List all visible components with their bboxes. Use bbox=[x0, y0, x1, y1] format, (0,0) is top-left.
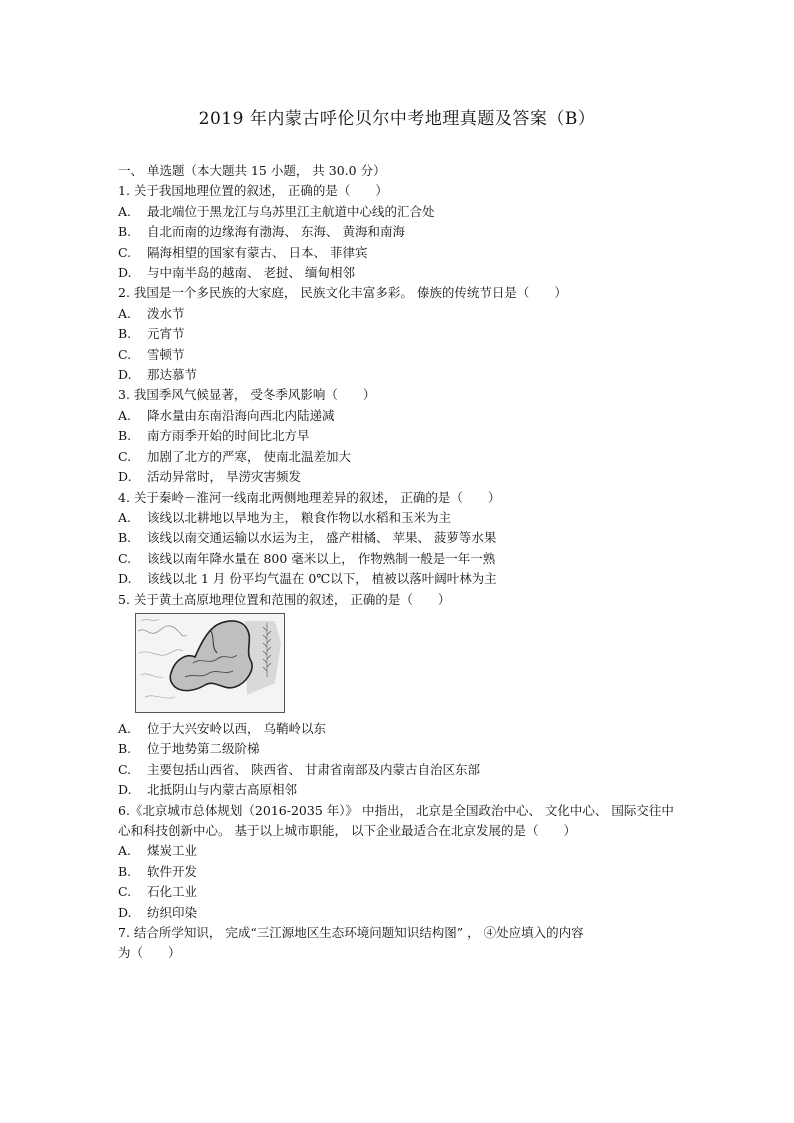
question-4-option-a: A. 该线以北耕地以旱地为主， 粮食作物以水稻和玉米为主 bbox=[118, 509, 451, 525]
question-4-option-c: C. 该线以南年降水量在 800 毫米以上， 作物熟制一般是一年一熟 bbox=[118, 550, 496, 566]
question-2-option-c: C. 雪顿节 bbox=[118, 346, 185, 362]
question-1-option-d: D. 与中南半岛的越南、 老挝、 缅甸相邻 bbox=[118, 265, 355, 281]
question-6-option-a: A. 煤炭工业 bbox=[118, 843, 198, 859]
question-5-option-b: B. 位于地势第二级阶梯 bbox=[118, 741, 260, 757]
question-2-option-d: D. 那达慕节 bbox=[118, 367, 198, 383]
section-heading: 一、 单选题（本大题共 15 小题， 共 30.0 分） bbox=[118, 163, 386, 178]
question-2-stem: 2. 我国是一个多民族的大家庭， 民族文化丰富多彩。 傣族的传统节日是（ ） bbox=[118, 285, 567, 301]
question-3-option-a: A. 降水量由东南沿海向西北内陆递减 bbox=[118, 407, 335, 423]
question-5-stem: 5. 关于黄土高原地理位置和范围的叙述， 正确的是（ ） bbox=[118, 591, 451, 607]
question-4-option-b: B. 该线以南交通运输以水运为主， 盛产柑橘、 苹果、 菠萝等水果 bbox=[118, 530, 497, 546]
question-7-stem-line-1: 7. 结合所学知识， 完成“三江源地区生态环境问题知识结构图” ， ④处应填入的内容 bbox=[118, 925, 584, 940]
question-2-option-a: A. 泼水节 bbox=[118, 305, 185, 321]
question-3-stem: 3. 我国季风气候显著， 受冬季风影响（ ） bbox=[118, 387, 376, 403]
question-6-option-b: B. 软件开发 bbox=[118, 863, 198, 879]
question-1-option-c: C. 隔海相望的国家有蒙古、 日本、 菲律宾 bbox=[118, 244, 368, 260]
question-6-stem: 6.《北京城市总体规划（2016-2035 年）》 中指出， 北京是全国政治中心、 文化中心、 国际交往中心和科技创新中心。 基于以上城市职能， 以下企业最适合在北京发展的是（ ） bbox=[118, 802, 674, 838]
question-7-stem-line-2: 为（ ） bbox=[118, 945, 181, 961]
loess-plateau-map bbox=[135, 613, 285, 713]
question-1-option-a: A. 最北端位于黑龙江与乌苏里江主航道中心线的汇合处 bbox=[118, 203, 435, 219]
question-2-option-b: B. 元宵节 bbox=[118, 326, 185, 342]
question-4-option-d: D. 该线以北 1 月 份平均气温在 0℃以下， 植被以落叶阔叶林为主 bbox=[118, 571, 497, 587]
question-4-stem: 4. 关于秦岭－淮河一线南北两侧地理差异的叙述， 正确的是（ ） bbox=[118, 489, 501, 505]
question-list bbox=[118, 161, 678, 964]
question-6-option-d: D. 纺织印染 bbox=[118, 904, 198, 920]
question-1-option-b: B. 自北而南的边缘海有渤海、 东海、 黄海和南海 bbox=[118, 224, 405, 240]
question-3-option-b: B. 南方雨季开始的时间比北方早 bbox=[118, 428, 310, 444]
question-5-option-a: A. 位于大兴安岭以西， 乌鞘岭以东 bbox=[118, 720, 326, 736]
question-5-option-d: D. 北抵阴山与内蒙古高原相邻 bbox=[118, 782, 298, 798]
question-5-option-c: C. 主要包括山西省、 陕西省、 甘肃省南部及内蒙古自治区东部 bbox=[118, 761, 480, 777]
question-6-option-c: C. 石化工业 bbox=[118, 884, 198, 900]
question-3-option-c: C. 加剧了北方的严寒， 使南北温差加大 bbox=[118, 448, 351, 464]
question-1-stem: 1. 关于我国地理位置的叙述， 正确的是（ ） bbox=[118, 183, 388, 199]
page-title: 2019 年内蒙古呼伦贝尔中考地理真题及答案（B） bbox=[198, 109, 596, 129]
question-3-option-d: D. 活动异常时， 旱涝灾害频发 bbox=[118, 469, 301, 485]
